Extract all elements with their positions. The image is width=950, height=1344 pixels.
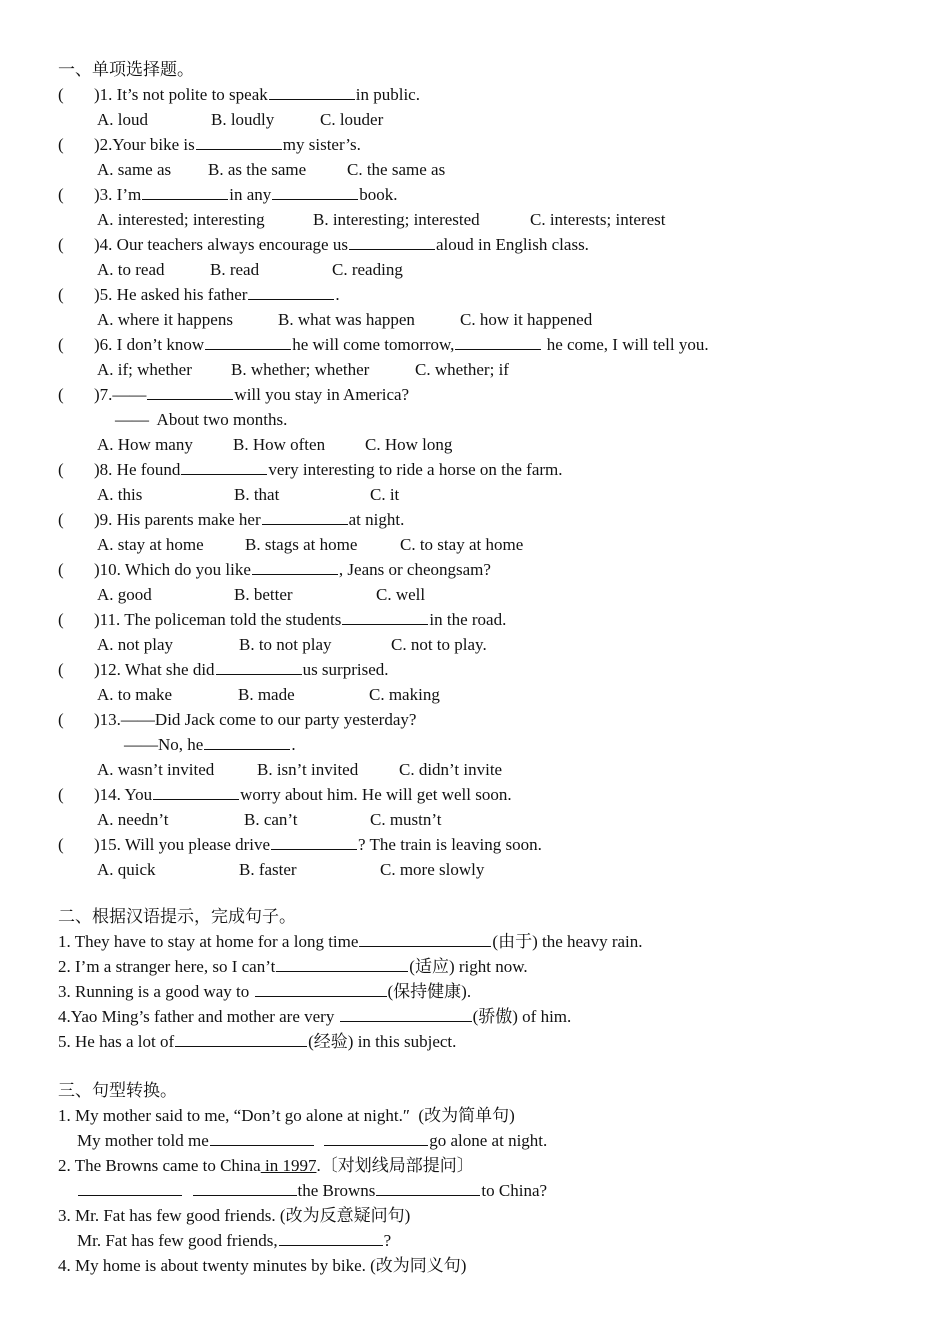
question-11-options (97, 632, 487, 657)
option-b[interactable]: B. isn’t invited (257, 760, 359, 779)
answer-paren[interactable]: ( (58, 660, 64, 679)
section-3-q1-answer: My mother told me go alone at night. (77, 1128, 547, 1153)
option-b[interactable]: B. read (210, 260, 260, 279)
option-c[interactable]: C. not to play. (391, 635, 487, 654)
option-c[interactable]: C. louder (320, 110, 384, 129)
question-9-options (97, 532, 523, 557)
question-2-options (97, 157, 445, 182)
option-a[interactable]: A. stay at home (97, 535, 204, 554)
section-3-q2-answer: the Browns to China? (77, 1178, 547, 1203)
answer-blank[interactable] (324, 1128, 428, 1146)
answer-paren[interactable]: ( (58, 460, 64, 479)
option-a[interactable]: A. this (97, 485, 143, 504)
option-b[interactable]: B. can’t (244, 810, 298, 829)
answer-blank[interactable] (210, 1128, 314, 1146)
answer-blank[interactable] (349, 232, 435, 250)
section-3-title: 三、句型转换。 (58, 1081, 177, 1100)
question-12-options (97, 682, 440, 707)
question-13-reply: ——No, he . (124, 732, 296, 757)
answer-paren[interactable]: ( (58, 185, 64, 204)
answer-blank[interactable] (147, 382, 233, 400)
section-2-item-3: 3. Running is a good way to (保持健康). (58, 979, 471, 1004)
answer-blank[interactable] (340, 1004, 472, 1022)
section-3-q1: 1. My mother said to me, “Don’t go alone at night.″ (改为简单句) (58, 1106, 515, 1125)
answer-blank[interactable] (359, 929, 491, 947)
section-3-q4: 4. My home is about twenty minutes by bike. (改为同义句) (58, 1256, 467, 1275)
section-2-item-2: 2. I’m a stranger here, so I can’t (适应) right now. (58, 954, 528, 979)
question-8: ( )8. He found very interesting to ride a horse on the farm. (58, 457, 563, 482)
answer-paren[interactable]: ( (58, 85, 64, 104)
answer-paren[interactable]: ( (58, 135, 64, 154)
option-a[interactable]: A. interested; interesting (97, 210, 265, 229)
section-3-q3-answer: Mr. Fat has few good friends, ? (77, 1228, 391, 1253)
answer-blank[interactable] (181, 457, 267, 475)
question-1-options (97, 107, 383, 132)
option-c[interactable]: C. reading (332, 260, 403, 279)
option-a[interactable]: A. to make (97, 685, 173, 704)
answer-paren[interactable]: ( (58, 285, 64, 304)
question-13: ( )13.——Did Jack come to our party yesterday? (58, 707, 416, 732)
answer-blank[interactable] (342, 607, 428, 625)
answer-paren[interactable]: ( (58, 385, 64, 404)
option-a[interactable]: A. good (97, 585, 152, 604)
option-c[interactable]: C. whether; if (415, 360, 509, 379)
option-a[interactable]: A. if; whether (97, 360, 192, 379)
answer-blank[interactable] (455, 332, 541, 350)
option-b[interactable]: B. loudly (211, 110, 275, 129)
option-c[interactable]: C. how it happened (460, 310, 593, 329)
answer-blank[interactable] (78, 1178, 182, 1196)
option-c[interactable]: C. it (370, 485, 400, 504)
option-a[interactable]: A. quick (97, 860, 156, 879)
question-11: ( )11. The policeman told the students in the road. (58, 607, 506, 632)
question-10: ( )10. Which do you like , Jeans or cheongsam? (58, 557, 491, 582)
question-3: ( )3. I’m in any book. (58, 182, 398, 207)
answer-blank[interactable] (262, 507, 348, 525)
answer-paren[interactable]: ( (58, 560, 64, 579)
answer-blank[interactable] (272, 182, 358, 200)
option-b[interactable]: B. that (234, 485, 280, 504)
question-4-options (97, 257, 403, 282)
option-a[interactable]: A. loud (97, 110, 148, 129)
option-c[interactable]: C. to stay at home (400, 535, 524, 554)
question-10-options (97, 582, 425, 607)
answer-blank[interactable] (376, 1178, 480, 1196)
answer-blank[interactable] (252, 557, 338, 575)
answer-paren[interactable]: ( (58, 835, 64, 854)
option-c[interactable]: C. well (376, 585, 426, 604)
answer-blank[interactable] (175, 1029, 307, 1047)
option-c[interactable]: C. more slowly (380, 860, 485, 879)
option-b[interactable]: B. stags at home (245, 535, 358, 554)
option-c[interactable]: C. How long (365, 435, 453, 454)
option-a[interactable]: A. needn’t (97, 810, 169, 829)
answer-paren[interactable]: ( (58, 610, 64, 629)
option-b[interactable]: B. made (238, 685, 295, 704)
option-c[interactable]: C. making (369, 685, 440, 704)
answer-blank[interactable] (255, 979, 387, 997)
answer-blank[interactable] (276, 954, 408, 972)
section-2-title: 二、根据汉语提示，完成句子。 (58, 907, 296, 926)
question-6-options (97, 357, 509, 382)
answer-paren[interactable]: ( (58, 785, 64, 804)
question-12: ( )12. What she did us surprised. (58, 657, 389, 682)
question-14: ( )14. You worry about him. He will get well soon. (58, 782, 512, 807)
answer-blank[interactable] (204, 732, 290, 750)
option-a[interactable]: A. How many (97, 435, 193, 454)
answer-blank[interactable] (153, 782, 239, 800)
option-b[interactable]: B. as the same (208, 160, 307, 179)
section-2-item-4: 4.Yao Ming’s father and mother are very (骄傲) of him. (58, 1004, 571, 1029)
option-c[interactable]: C. mustn’t (370, 810, 442, 829)
question-7-reply: —— About two months. (115, 410, 288, 429)
answer-blank[interactable] (196, 132, 282, 150)
underlined-part: in 1997 (260, 1156, 317, 1175)
option-b[interactable]: B. faster (239, 860, 297, 879)
section-1-title: 一、单项选择题。 (58, 60, 194, 79)
section-2-item-5: 5. He has a lot of (经验) in this subject. (58, 1029, 456, 1054)
question-15: ( )15. Will you please drive ? The train is leaving soon. (58, 832, 542, 857)
answer-paren[interactable]: ( (58, 235, 64, 254)
option-a[interactable]: A. wasn’t invited (97, 760, 215, 779)
option-a[interactable]: A. where it happens (97, 310, 233, 329)
answer-paren[interactable]: ( (58, 335, 64, 354)
answer-paren[interactable]: ( (58, 710, 64, 729)
question-14-options (97, 807, 441, 832)
section-2-item-1: 1. They have to stay at home for a long time (由于) the heavy rain. (58, 929, 643, 954)
option-b[interactable]: B. better (234, 585, 293, 604)
question-15-options (97, 857, 484, 882)
question-7-options (97, 432, 452, 457)
answer-blank[interactable] (193, 1178, 297, 1196)
answer-blank[interactable] (279, 1228, 383, 1246)
section-3-q2: 2. The Browns came to China in 1997.〔对划线局部提问〕 (58, 1156, 474, 1175)
question-6: ( )6. I don’t know he will come tomorrow, he come, I will tell you. (58, 332, 709, 357)
option-a[interactable]: A. not play (97, 635, 174, 654)
option-c[interactable]: C. interests; interest (530, 210, 666, 229)
question-13-options (97, 757, 502, 782)
answer-blank[interactable] (269, 82, 355, 100)
answer-blank[interactable] (271, 832, 357, 850)
option-b[interactable]: B. what was happen (278, 310, 415, 329)
question-5: ( )5. He asked his father . (58, 282, 340, 307)
question-4: ( )4. Our teachers always encourage us aloud in English class. (58, 232, 589, 257)
answer-blank[interactable] (205, 332, 291, 350)
option-b[interactable]: B. whether; whether (231, 360, 370, 379)
option-c[interactable]: C. didn’t invite (399, 760, 503, 779)
answer-blank[interactable] (248, 282, 334, 300)
option-b[interactable]: B. interesting; interested (313, 210, 480, 229)
answer-blank[interactable] (142, 182, 228, 200)
answer-paren[interactable]: ( (58, 510, 64, 529)
question-3-options (97, 207, 666, 232)
question-7: ( )7.—— will you stay in America? (58, 382, 409, 407)
section-3-q3: 3. Mr. Fat has few good friends. (改为反意疑问句) (58, 1206, 411, 1225)
question-2: ( )2.Your bike is my sister’s. (58, 132, 361, 157)
option-c[interactable]: C. the same as (347, 160, 446, 179)
question-9: ( )9. His parents make her at night. (58, 507, 404, 532)
option-b[interactable]: B. to not play (239, 635, 332, 654)
question-5-options (97, 307, 592, 332)
option-b[interactable]: B. How often (233, 435, 326, 454)
question-1: ( )1. It’s not polite to speak in public. (58, 82, 420, 107)
answer-blank[interactable] (216, 657, 302, 675)
question-8-options (97, 482, 399, 507)
option-a[interactable]: A. to read (97, 260, 165, 279)
option-a[interactable]: A. same as (97, 160, 172, 179)
